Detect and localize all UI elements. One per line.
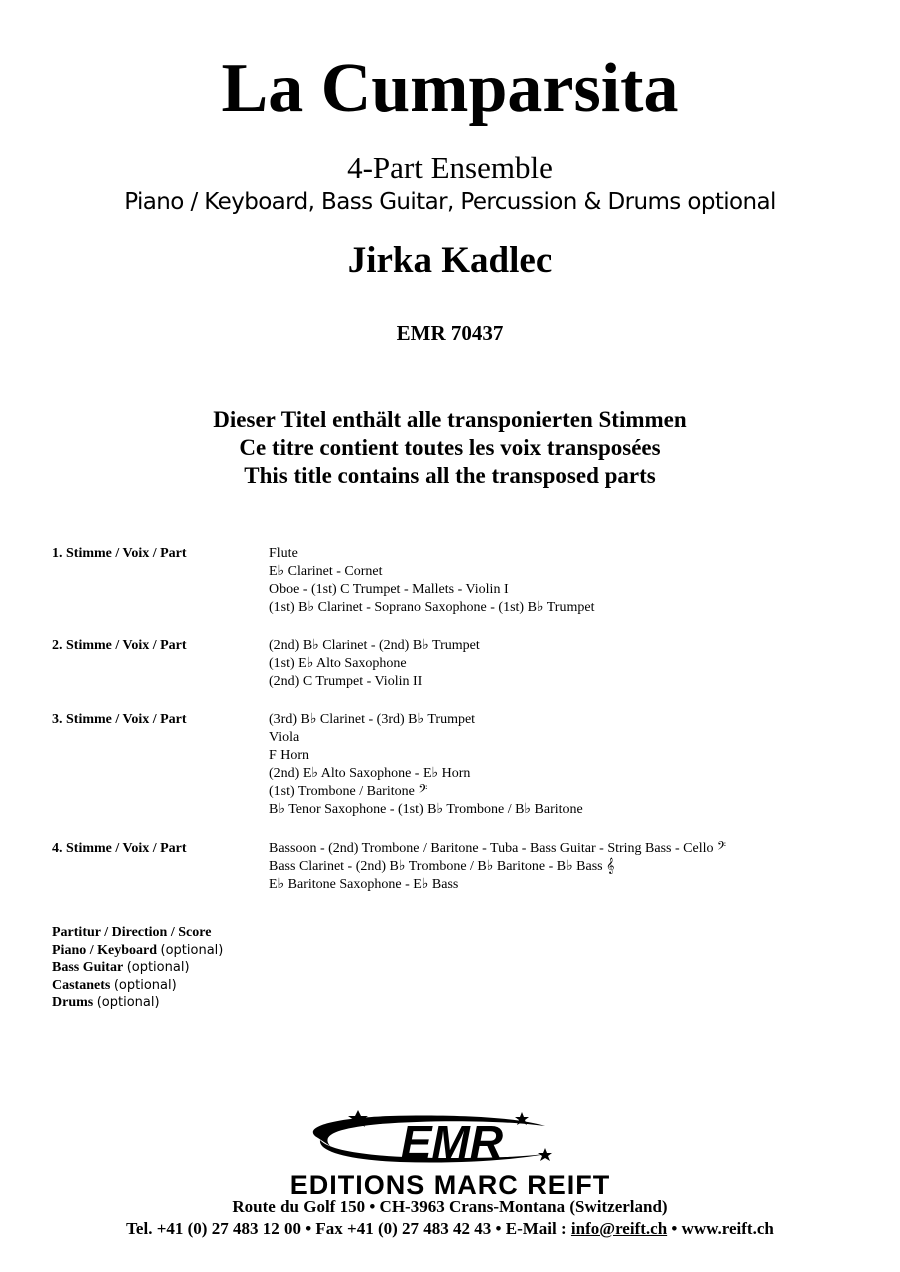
part-4-instruments <box>269 840 726 894</box>
part-2-label: 2. Stimme / Voix / Part <box>52 638 187 653</box>
email-link[interactable]: info@reift.ch <box>570 1219 668 1238</box>
part-line: (1st) Trombone / Baritone 𝄢 <box>269 784 428 799</box>
part-4-label: 4. Stimme / Voix / Part <box>52 841 187 856</box>
part-line: Bass Clarinet - (2nd) B♭ Trombone / B♭ Baritone - B♭ Bass 𝄞 <box>269 859 615 874</box>
catalog-number: EMR 70437 <box>396 321 504 345</box>
part-1-label: 1. Stimme / Voix / Part <box>52 546 187 561</box>
extra-item <box>52 994 223 1012</box>
part-line: (2nd) B♭ Clarinet - (2nd) B♭ Trumpet <box>269 638 480 653</box>
contact-prefix: Tel. +41 (0) 27 483 12 00 • Fax +41 (0) 27 483 42 43 • E-Mail : <box>126 1219 571 1238</box>
notice-german: Dieser Titel enthält alle transponierten Stimmen <box>213 407 687 432</box>
part-line: (1st) B♭ Clarinet - Soprano Saxophone - (1st) B♭ Trumpet <box>269 600 595 615</box>
part-line: E♭ Baritone Saxophone - E♭ Bass <box>269 877 459 892</box>
extra-item <box>52 977 223 995</box>
part-line: E♭ Clarinet - Cornet <box>269 564 383 579</box>
extra-note: (optional) <box>96 995 160 1010</box>
extra-item <box>52 924 223 942</box>
composer: Jirka Kadlec <box>347 240 553 281</box>
notice-french: Ce titre contient toutes les voix transposées <box>239 435 661 460</box>
contact-suffix: • www.reift.ch <box>667 1219 774 1238</box>
instrumentation: Piano / Keyboard, Bass Guitar, Percussion & Drums optional <box>124 189 776 215</box>
part-1-instruments <box>269 545 594 617</box>
notice-english: This title contains all the transposed parts <box>244 463 656 488</box>
extra-note: (optional) <box>160 942 224 958</box>
extra-name: Piano / Keyboard <box>52 942 158 958</box>
publisher-name: EDITIONS MARC REIFT <box>289 1170 611 1200</box>
part-3-label: 3. Stimme / Voix / Part <box>52 712 187 727</box>
extra-item <box>52 959 223 977</box>
part-line: (2nd) C Trumpet - Violin II <box>269 674 423 689</box>
part-3-instruments <box>269 711 583 819</box>
publisher-logo <box>0 1100 900 1200</box>
title: La Cumparsita <box>221 50 679 127</box>
part-line: (3rd) B♭ Clarinet - (3rd) B♭ Trumpet <box>269 712 476 727</box>
publisher-contact <box>0 1218 900 1239</box>
logo-text: EMR <box>400 1116 504 1168</box>
part-line: B♭ Tenor Saxophone - (1st) B♭ Trombone / B♭ Baritone <box>269 802 583 817</box>
part-2-instruments <box>269 637 480 691</box>
extra-name: Partitur / Direction / Score <box>52 925 212 940</box>
extra-name: Drums <box>52 995 94 1010</box>
publisher-address: Route du Golf 150 • CH-3963 Crans-Montana (Switzerland) <box>232 1197 668 1216</box>
extra-note: (optional) <box>113 977 177 993</box>
part-line: (1st) E♭ Alto Saxophone <box>269 656 407 671</box>
additional-parts <box>52 924 223 1012</box>
part-line: F Horn <box>269 748 310 763</box>
extra-item <box>52 942 223 960</box>
subtitle: 4-Part Ensemble <box>347 150 553 185</box>
extra-note: (optional) <box>126 960 190 975</box>
extra-name: Castanets <box>52 977 111 993</box>
extra-name: Bass Guitar <box>52 960 124 975</box>
part-line: Oboe - (1st) C Trumpet - Mallets - Violin I <box>269 582 509 597</box>
part-line: Viola <box>269 730 300 745</box>
part-line: Bassoon - (2nd) Trombone / Baritone - Tuba - Bass Guitar - String Bass - Cello 𝄢 <box>269 841 726 856</box>
part-line: (2nd) E♭ Alto Saxophone - E♭ Horn <box>269 766 471 781</box>
part-line: Flute <box>269 546 298 561</box>
